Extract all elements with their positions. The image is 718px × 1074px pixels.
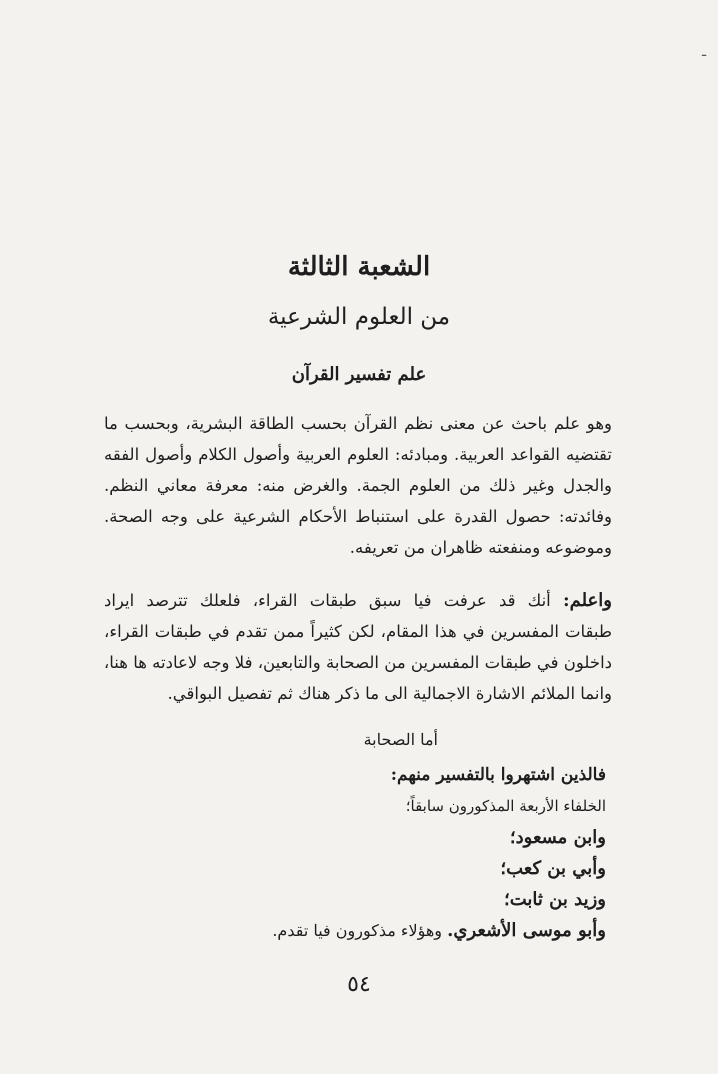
list-item: وزيد بن ثابت؛ xyxy=(504,889,606,910)
paragraph-line: وهو علم باحث عن معنى نظم القرآن بحسب الطاقة البشرية، وبحسب ما xyxy=(104,414,612,433)
note-lead-word: واعلم: xyxy=(562,590,612,611)
paragraph-line: تقتضيه القواعد العربية. ومبادئه: العلوم العربية وأصول الكلام وأصول الفقه xyxy=(104,445,612,464)
section-title: الشعبة الثالثة xyxy=(287,252,431,282)
paragraph-line xyxy=(104,585,612,616)
list-closing-note: وهؤلاء مذكورون فيا تقدم. xyxy=(272,921,443,940)
list-item: وابن مسعود؛ xyxy=(509,827,606,848)
paragraph-line: وموضوعه ومنفعته ظاهران من تعريفه. xyxy=(349,538,612,557)
list-intro: فالذين اشتهروا بالتفسير منهم: xyxy=(390,765,606,785)
list-item: وأبو موسى الأشعري. xyxy=(447,920,606,941)
mufassirun-list xyxy=(86,760,606,946)
paragraph-line: داخلون في طبقات المفسرين من الصحابة والتابعين، فلا وجه لاعادته ها هنا، xyxy=(103,653,612,672)
paragraph-line: طبقات المفسرين في هذا المقام، لكن كثيراً ممن تقدم في طبقات القراء، xyxy=(104,622,612,641)
list-item: وأبي بن كعب؛ xyxy=(500,858,606,879)
paragraph-line: والجدل وغير ذلك من العلوم الجمة. والغرض منه: معرفة معاني النظم. xyxy=(104,476,612,495)
definition-paragraph xyxy=(104,408,612,563)
paragraph-line: وانما الملائم الاشارة الاجمالية الى ما ذكر هناك ثم تفصيل البواقي. xyxy=(167,684,612,703)
corner-mark: ـ xyxy=(702,44,707,60)
page-number: ٥٤ xyxy=(347,972,371,997)
list-item-caliphs: الخلفاء الأربعة المذكورون سابقاً؛ xyxy=(405,797,606,815)
note-first-line: أنك قد عرفت فيا سبق طبقات القراء، فلعلك تترصد ايراد xyxy=(104,591,551,610)
list-item-last xyxy=(86,915,606,946)
section-subtitle: من العلوم الشرعية xyxy=(267,304,451,330)
companions-heading: أما الصحابة xyxy=(363,730,438,749)
note-paragraph xyxy=(104,585,612,709)
paragraph-line: وفائدته: حصول القدرة على استنباط الأحكام الشرعية على وجه الصحة. xyxy=(104,507,612,526)
topic-title: علم تفسير القرآن xyxy=(291,364,427,385)
